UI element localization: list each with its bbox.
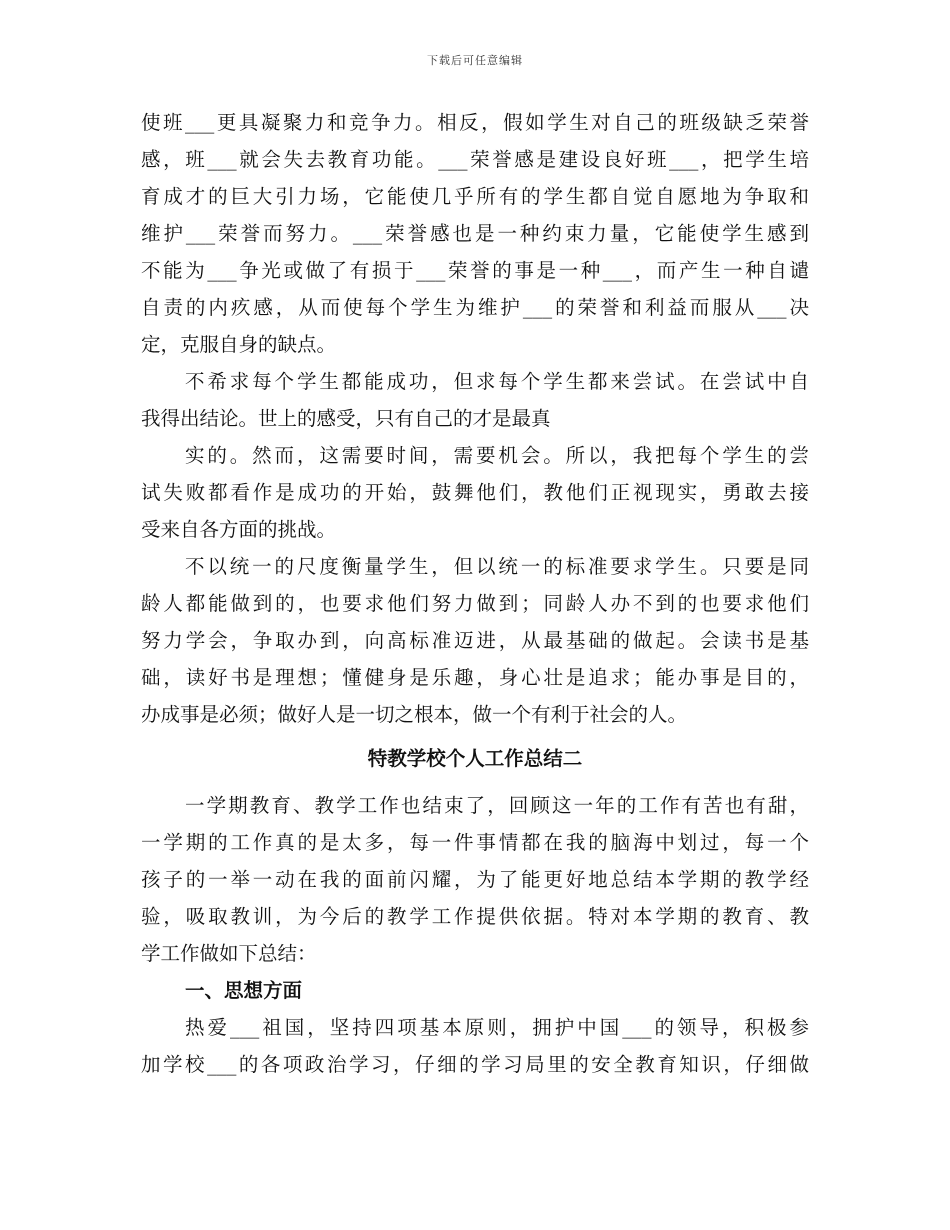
paragraph-6 — [141, 1009, 809, 1083]
paragraph-1 — [141, 104, 809, 363]
subheading: 一、思想方面 — [185, 979, 303, 1002]
text-line: 验，吸取教训，为今后的教学工作提供依据。特对本学期的教育、教 — [141, 905, 809, 928]
page-header: 下载后可任意编辑 — [427, 54, 523, 67]
paragraph-4 — [141, 548, 809, 733]
text-line: 础，读好书是理想；懂健身是乐趣，身心壮是追求；能办事是目的， — [141, 666, 809, 689]
text-line: 维护___荣誉而努力。___荣誉感也是一种约束力量，它能使学生感到 — [141, 222, 809, 245]
text-line: 定，克服自身的缺点。 — [141, 333, 337, 356]
document-body — [141, 104, 809, 1083]
text-line: 办成事是必须；做好人是一切之根本，做一个有利于社会的人。 — [141, 703, 688, 726]
text-line: 使班___更具凝聚力和竞争力。相反，假如学生对自己的班级缺乏荣誉 — [141, 111, 809, 134]
paragraph-3 — [141, 437, 809, 548]
text-line: 一学期教育、教学工作也结束了，回顾这一年的工作有苦也有甜， — [185, 794, 809, 817]
text-line: 努力学会，争取办到，向高标准迈进，从最基础的做起。会读书是基 — [141, 629, 809, 652]
text-line: 我得出结论。世上的感受，只有自己的才是最真 — [141, 407, 551, 430]
text-line: 孩子的一举一动在我的面前闪耀，为了能更好地总结本学期的教学经 — [141, 868, 809, 891]
text-line: 育成才的巨大引力场，它能使几乎所有的学生都自觉自愿地为争取和 — [141, 185, 809, 208]
text-line: 一学期的工作真的是太多，每一件事情都在我的脑海中划过，每一个 — [141, 831, 809, 854]
text-line: 实的。然而，这需要时间，需要机会。所以，我把每个学生的尝 — [185, 444, 809, 467]
text-line: 不以统一的尺度衡量学生，但以统一的标准要求学生。只要是同 — [185, 555, 809, 578]
text-line: 感，班___就会失去教育功能。___荣誉感是建设良好班___，把学生培 — [141, 148, 809, 171]
text-line: 试失败都看作是成功的开始，鼓舞他们，教他们正视现实，勇敢去接 — [141, 481, 809, 504]
text-line: 龄人都能做到的，也要求他们努力做到；同龄人办不到的也要求他们 — [141, 592, 809, 615]
text-line: 学工作做如下总结： — [141, 942, 317, 965]
paragraph-5 — [141, 787, 809, 972]
text-line: 受来自各方面的挑战。 — [141, 518, 337, 541]
paragraph-2 — [141, 363, 809, 437]
text-line: 加学校___的各项政治学习，仔细的学习局里的安全教育知识，仔细做 — [141, 1053, 809, 1076]
section-title: 特教学校个人工作总结二 — [367, 747, 583, 770]
text-line: 自责的内疚感，从而使每个学生为维护___的荣誉和利益而服从___决 — [141, 296, 809, 319]
text-line: 热爱___祖国，坚持四项基本原则，拥护中国___的领导，积极参 — [185, 1016, 809, 1039]
text-line: 不能为___争光或做了有损于___荣誉的事是一种___，而产生一种自谴 — [141, 259, 809, 282]
text-line: 不希求每个学生都能成功，但求每个学生都来尝试。在尝试中自 — [185, 370, 809, 393]
